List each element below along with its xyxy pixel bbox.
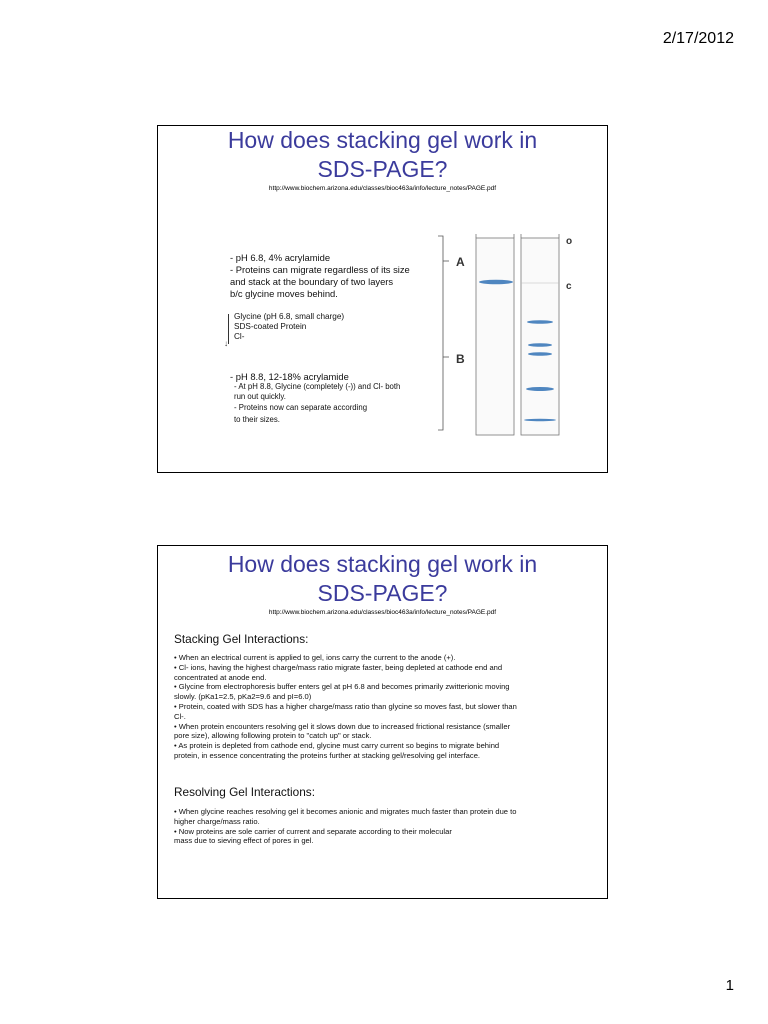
stacking-gel-heading: Stacking Gel Interactions: — [174, 632, 309, 646]
slide-1-title-line-1: How does stacking gel work in — [227, 127, 538, 153]
stacking-gel-text — [174, 653, 598, 761]
lane-2-band-3 — [528, 352, 552, 356]
slide-1-source-url: http://www.biochem.arizona.edu/classes/bioc463a/info/lecture_notes/PAGE.pdf — [268, 185, 497, 192]
stacking-line: • Glycine from electrophoresis buffer enters gel at pH 6.8 and becomes primarily zwitterionic moving — [174, 682, 510, 692]
gel-lane-2 — [521, 238, 559, 435]
gel-label-b: B — [456, 352, 465, 366]
slide-2 — [157, 545, 608, 899]
slide-1 — [157, 125, 608, 473]
stacking-note-line-4: b/c glycine moves behind. — [230, 288, 338, 299]
gel-diagram — [433, 226, 603, 441]
stacking-line: • Cl- ions, having the highest charge/mass ratio migrate faster, being depleted at cathode end and — [174, 662, 503, 672]
stacking-note-line-1: - pH 6.8, 4% acrylamide — [230, 252, 331, 263]
stacking-note-line-2: - Proteins can migrate regardless of its size — [230, 264, 410, 275]
arrow-note-line-2: SDS-coated Protein — [234, 322, 307, 331]
resolving-line: higher charge/mass ratio. — [174, 816, 260, 826]
resolving-note-line-3: - Proteins now can separate according — [234, 403, 368, 412]
lane-1-stacked-band — [479, 280, 513, 285]
migration-arrow-line — [228, 314, 229, 344]
resolving-line: • Now proteins are sole carrier of current and separate according to their molecular — [174, 826, 452, 836]
stacking-line: • Protein, coated with SDS has a higher charge/mass ratio than glycine so moves fast, but slower than — [174, 701, 517, 711]
resolving-gel-text — [174, 807, 598, 846]
lane-2-band-2 — [528, 343, 552, 347]
lane-2-band-1 — [527, 320, 553, 324]
stacking-line: • When protein encounters resolving gel it slows down due to increased frictional resistance (smaller — [174, 721, 511, 731]
slide-2-title-line-2: SDS-PAGE? — [317, 580, 448, 606]
resolving-gel-heading: Resolving Gel Interactions: — [174, 785, 315, 799]
stacking-line: protein, in essence concentrating the proteins further at stacking gel/resolving gel interface. — [174, 750, 481, 760]
stacking-line: concentrated at anode end. — [174, 672, 267, 682]
stacking-line: slowly. (pKa1=2.5, pKa2=9.6 and pI=6.0) — [174, 692, 312, 702]
arrow-note-line-1: Glycine (pH 6.8, small charge) — [234, 312, 345, 321]
resolving-note-line-1: - At pH 8.8, Glycine (completely (-)) and Cl- both — [234, 382, 401, 391]
resolving-note-heading: - pH 8.8, 12-18% acrylamide — [230, 371, 349, 382]
slide-2-source-url: http://www.biochem.arizona.edu/classes/bioc463a/info/lecture_notes/PAGE.pdf — [268, 609, 497, 616]
page-number: 1 — [725, 977, 734, 994]
lane-2-band-4 — [526, 387, 554, 391]
resolving-line: • When glycine reaches resolving gel it becomes anionic and migrates much faster than protein due to — [174, 807, 517, 816]
slide-1-title-line-2: SDS-PAGE? — [317, 156, 448, 182]
stacking-line: pore size), allowing following protein to "catch up" or stack. — [174, 731, 372, 741]
stacking-note-line-3: and stack at the boundary of two layers — [230, 276, 394, 287]
down-arrow-icon: ↓ — [224, 339, 228, 348]
gel-bracket — [438, 236, 443, 430]
lane-2-band-5 — [524, 419, 556, 421]
resolving-note-line-4: to their sizes. — [234, 415, 280, 424]
gel-lane-1 — [476, 238, 514, 435]
stacking-line: Cl-. — [174, 711, 186, 721]
gel-label-c: c — [566, 281, 572, 292]
arrow-note-line-3: Cl- — [234, 332, 245, 341]
stacking-line: • As protein is depleted from cathode end, glycine must carry current so begins to migrate behind — [174, 741, 500, 751]
page-date: 2/17/2012 — [662, 30, 734, 47]
stacking-line: • When an electrical current is applied to gel, ions carry the current to the anode (+). — [174, 653, 456, 662]
resolving-note-line-2: run out quickly. — [234, 392, 286, 401]
resolving-line: mass due to sieving effect of pores in gel. — [174, 836, 314, 846]
gel-label-a: A — [456, 255, 465, 269]
gel-label-o: o — [566, 236, 573, 247]
slide-2-title-line-1: How does stacking gel work in — [227, 551, 538, 577]
